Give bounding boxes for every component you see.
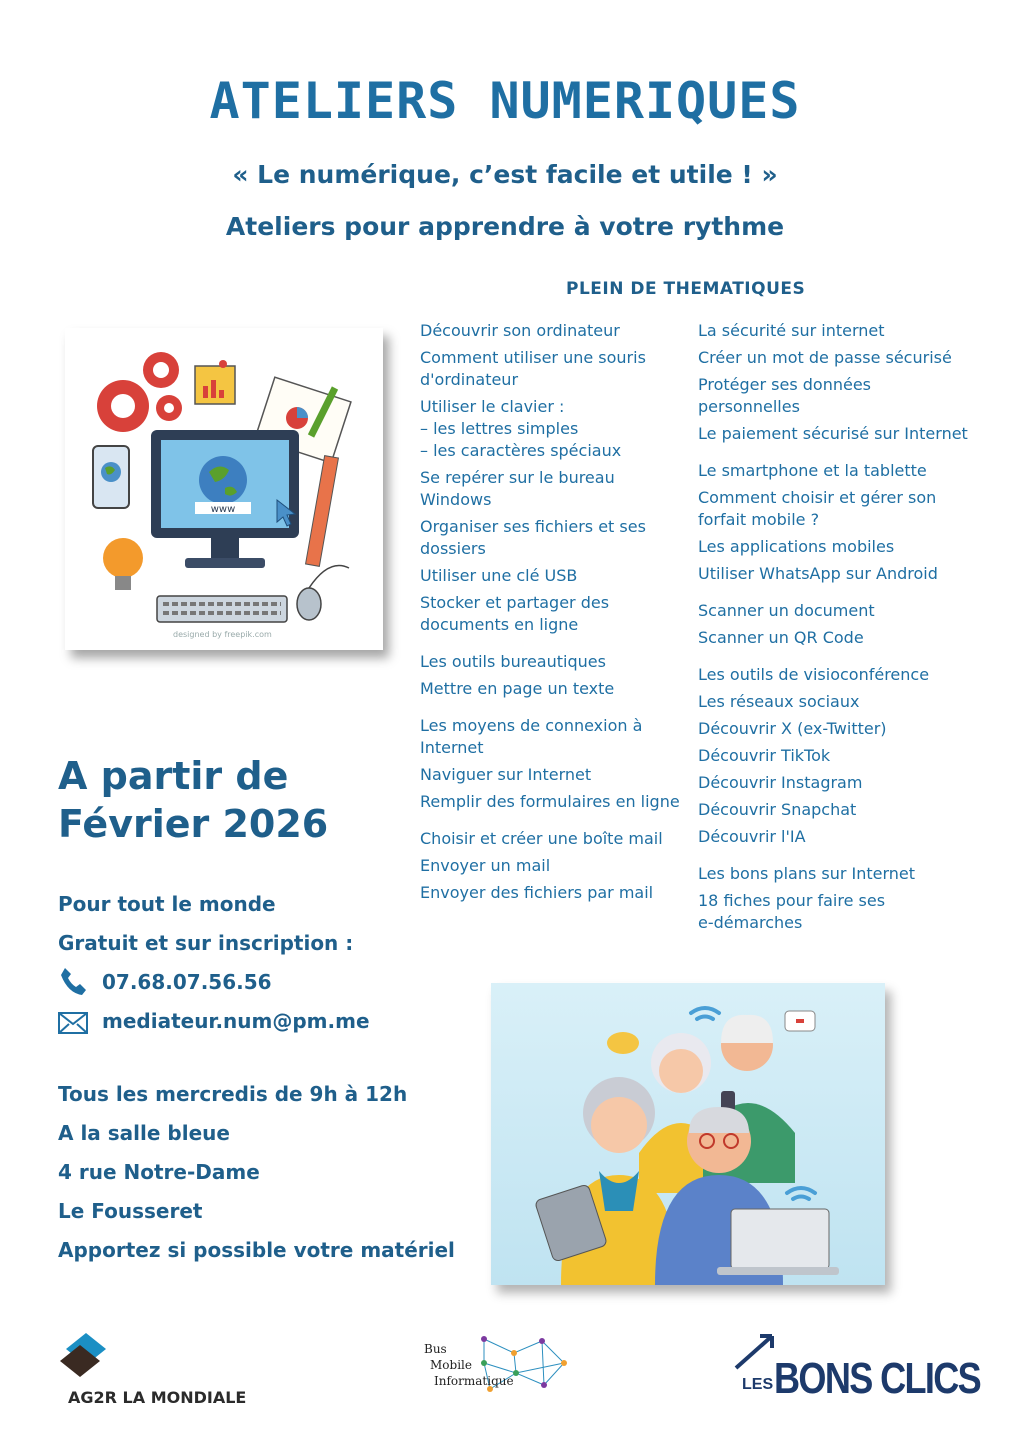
theme-item-line: dossiers — [420, 539, 486, 558]
theme-item-line: 18 fiches pour faire ses — [698, 891, 886, 910]
phone-icon — [93, 446, 129, 508]
registration-text: Gratuit et sur inscription : — [58, 931, 354, 955]
bus-logo-line1: Bus — [424, 1342, 447, 1356]
theme-item-line: Naviguer sur Internet — [420, 765, 592, 784]
theme-item — [698, 374, 998, 418]
theme-item-line: Comment utiliser une souris — [420, 348, 646, 367]
theme-item — [420, 516, 682, 560]
theme-item-line: Découvrir Instagram — [698, 773, 863, 792]
theme-item-line: Utiliser WhatsApp sur Android — [698, 564, 938, 583]
screen-www-text: www — [210, 504, 236, 515]
theme-item — [698, 563, 998, 585]
theme-item-line: Internet — [420, 738, 484, 757]
theme-item — [420, 882, 682, 904]
phone-icon — [58, 966, 88, 1000]
theme-item — [420, 651, 682, 673]
theme-item-line: Les outils de visioconférence — [698, 665, 930, 684]
theme-item — [420, 791, 682, 813]
theme-item-line: Envoyer des fichiers par mail — [420, 883, 654, 902]
theme-item-line: Scanner un QR Code — [698, 628, 864, 647]
start-date-line2: Février 2026 — [58, 802, 329, 846]
schedule-town: Le Fousseret — [58, 1199, 203, 1223]
theme-item — [698, 691, 998, 713]
theme-item — [420, 565, 682, 587]
ag2r-logo — [60, 1333, 110, 1387]
theme-item — [420, 678, 682, 700]
theme-item-line: – les caractères spéciaux — [420, 441, 622, 460]
theme-item-line: d'ordinateur — [420, 370, 519, 389]
laptop-icon — [731, 1209, 829, 1269]
theme-item-line: – les lettres simples — [420, 419, 579, 438]
theme-item-line: e-démarches — [698, 913, 803, 932]
theme-item — [698, 627, 998, 649]
theme-item — [698, 600, 998, 622]
theme-item-line: Comment choisir et gérer son — [698, 488, 937, 507]
themes-heading: PLEIN DE THEMATIQUES — [566, 279, 806, 299]
theme-item-line: Découvrir X (ex-Twitter) — [698, 719, 887, 738]
bus-logo-line2: Mobile — [430, 1358, 472, 1372]
gear-icon — [97, 352, 182, 432]
theme-item-line: Découvrir Snapchat — [698, 800, 857, 819]
theme-item — [698, 772, 998, 794]
cursor-arrow-icon — [732, 1332, 776, 1372]
phone-number-link[interactable]: 07.68.07.56.56 — [102, 970, 272, 994]
theme-item — [698, 826, 998, 848]
theme-item — [420, 467, 682, 511]
chart-note-icon — [195, 360, 235, 404]
mail-icon — [58, 1012, 88, 1038]
theme-item — [698, 536, 998, 558]
theme-item-line: Envoyer un mail — [420, 856, 551, 875]
mouse-icon — [297, 588, 321, 620]
theme-item — [698, 863, 998, 885]
theme-item-line: Les applications mobiles — [698, 537, 895, 556]
theme-item — [698, 320, 998, 342]
theme-item — [420, 764, 682, 786]
bus-mobile-logo — [424, 1333, 572, 1399]
slogan: « Le numérique, c’est facile et utile ! » — [232, 160, 778, 189]
theme-item-line: Se repérer sur le bureau — [420, 468, 615, 487]
theme-item — [420, 396, 682, 462]
start-date-line1: A partir de — [58, 754, 289, 798]
theme-item — [420, 347, 682, 391]
theme-item-line: Les réseaux sociaux — [698, 692, 860, 711]
schedule-place: A la salle bleue — [58, 1121, 230, 1145]
theme-item-line: Le smartphone et la tablette — [698, 461, 927, 480]
theme-item — [698, 460, 998, 482]
computer-illustration — [65, 328, 383, 650]
theme-item-line: Utiliser une clé USB — [420, 566, 578, 585]
computer-illustration-icon — [65, 328, 383, 650]
theme-item-line: Les outils bureautiques — [420, 652, 606, 671]
audience-text: Pour tout le monde — [58, 892, 276, 916]
theme-item — [420, 715, 682, 759]
themes-list-right — [698, 320, 998, 939]
theme-item-line: Protéger ses données — [698, 375, 872, 394]
seniors-illustration — [491, 983, 885, 1285]
theme-item-line: forfait mobile ? — [698, 510, 820, 529]
theme-item — [698, 745, 998, 767]
theme-item — [698, 799, 998, 821]
theme-item-line: Découvrir son ordinateur — [420, 321, 620, 340]
theme-item-line: personnelles — [698, 397, 800, 416]
monitor-icon — [151, 430, 299, 568]
schedule-note: Apportez si possible votre matériel — [58, 1238, 455, 1262]
schedule-when: Tous les mercredis de 9h à 12h — [58, 1082, 408, 1106]
theme-item — [698, 718, 998, 740]
tagline: Ateliers pour apprendre à votre rythme — [225, 212, 785, 241]
theme-item — [698, 347, 998, 369]
theme-item-line: Remplir des formulaires en ligne — [420, 792, 680, 811]
theme-item-line: Le paiement sécurisé sur Internet — [698, 424, 968, 443]
ag2r-logo-text: AG2R LA MONDIALE — [68, 1388, 247, 1407]
theme-item-line: Découvrir l'IA — [698, 827, 806, 846]
theme-item-line: Scanner un document — [698, 601, 875, 620]
bons-clics-big-text: BONS CLICS — [774, 1354, 981, 1403]
theme-item-line: Les bons plans sur Internet — [698, 864, 916, 883]
theme-item — [420, 320, 682, 342]
schedule-street: 4 rue Notre-Dame — [58, 1160, 260, 1184]
lightbulb-icon — [103, 538, 143, 590]
ag2r-logo-icon — [60, 1333, 110, 1383]
page-title: ATELIERS NUMERIQUES — [209, 72, 801, 130]
theme-item — [698, 423, 998, 445]
theme-item-line: Organiser ses fichiers et ses — [420, 517, 646, 536]
email-link[interactable]: mediateur.num@pm.me — [102, 1009, 370, 1033]
theme-item-line: Stocker et partager des — [420, 593, 610, 612]
theme-item-line: Créer un mot de passe sécurisé — [698, 348, 952, 367]
theme-item-line: Mettre en page un texte — [420, 679, 615, 698]
theme-item-line: Windows — [420, 490, 492, 509]
theme-item-line: Utiliser le clavier : — [420, 397, 565, 416]
themes-list-left — [420, 320, 682, 909]
ruler-icon — [306, 456, 339, 567]
theme-item-line: La sécurité sur internet — [698, 321, 885, 340]
keyboard-icon — [157, 596, 287, 622]
theme-item-line: Découvrir TikTok — [698, 746, 831, 765]
theme-item — [420, 855, 682, 877]
seniors-illustration-icon — [491, 983, 885, 1285]
theme-item-line: Choisir et créer une boîte mail — [420, 829, 663, 848]
start-date — [58, 752, 328, 848]
bus-logo-line3: Informatique — [434, 1374, 514, 1388]
theme-item — [698, 664, 998, 686]
message-bubble-icon — [607, 1032, 639, 1054]
theme-item — [698, 487, 998, 531]
theme-item — [420, 592, 682, 636]
theme-item-line: documents en ligne — [420, 615, 579, 634]
image-credit: designed by freepik.com — [173, 630, 272, 639]
theme-item — [420, 828, 682, 850]
bons-clics-small-text: LES — [742, 1376, 774, 1393]
theme-item — [698, 890, 998, 934]
theme-item-line: Les moyens de connexion à — [420, 716, 643, 735]
